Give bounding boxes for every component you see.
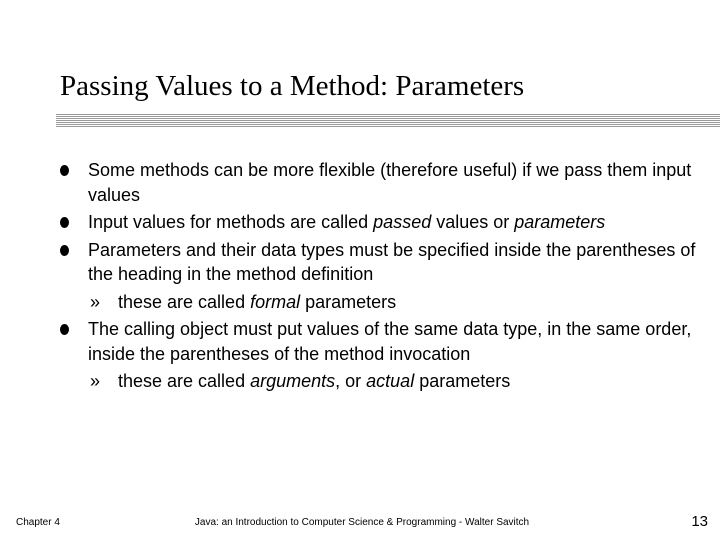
emphasized-term: passed <box>373 212 432 232</box>
sub-bullet-list <box>88 290 700 315</box>
text-run: values or <box>431 212 515 232</box>
sub-bullet-item <box>88 290 700 315</box>
bullet-item <box>60 238 700 315</box>
bullet-dot-icon <box>60 165 69 176</box>
bullet-text <box>88 160 691 205</box>
page-number: 13 <box>691 513 708 530</box>
emphasized-term: parameters <box>514 212 606 232</box>
bullet-list <box>60 158 700 397</box>
emphasized-term: formal <box>250 291 301 312</box>
emphasized-term: actual <box>366 371 415 391</box>
sub-bullet-item <box>88 369 700 394</box>
bullet-dot-icon <box>60 217 69 228</box>
text-run: Input values for methods are called <box>88 212 374 232</box>
bullet-text <box>88 240 695 285</box>
bullet-text <box>88 319 691 364</box>
text-run: parameters <box>414 371 511 391</box>
footer-book-credit <box>0 517 720 528</box>
sub-bullet-text <box>118 371 510 391</box>
bullet-item <box>60 317 700 394</box>
footer-chapter: Chapter 4 <box>16 517 60 528</box>
sub-bullet-marker: » <box>90 291 101 312</box>
text-run: The calling object must put values of the same data type, in the same order, inside the parentheses of the method invocation <box>88 319 692 364</box>
bullet-item <box>60 210 700 235</box>
bullet-dot-icon <box>60 324 69 335</box>
text-run: these are called <box>118 371 251 391</box>
bullet-text <box>88 212 605 232</box>
title-rule <box>56 114 720 128</box>
text-run: , or <box>335 371 367 391</box>
slide-title: Passing Values to a Method: Parameters <box>60 70 525 102</box>
text-run: parameters <box>300 291 397 312</box>
text-run: these are called <box>118 291 251 312</box>
emphasized-term: arguments <box>250 371 336 391</box>
footer-book-text: Java: an Introduction to Computer Science & Programming - Walter Savitch <box>194 517 530 528</box>
bullet-item <box>60 158 700 207</box>
sub-bullet-text <box>118 292 396 312</box>
sub-bullet-marker: » <box>90 371 101 391</box>
text-run: Some methods can be more flexible (therefore useful) if we pass them input values <box>88 160 692 205</box>
text-run: Parameters and their data types must be specified inside the parentheses of the heading in the method definition <box>88 239 696 284</box>
bullet-dot-icon <box>60 245 69 256</box>
sub-bullet-list <box>88 369 700 394</box>
